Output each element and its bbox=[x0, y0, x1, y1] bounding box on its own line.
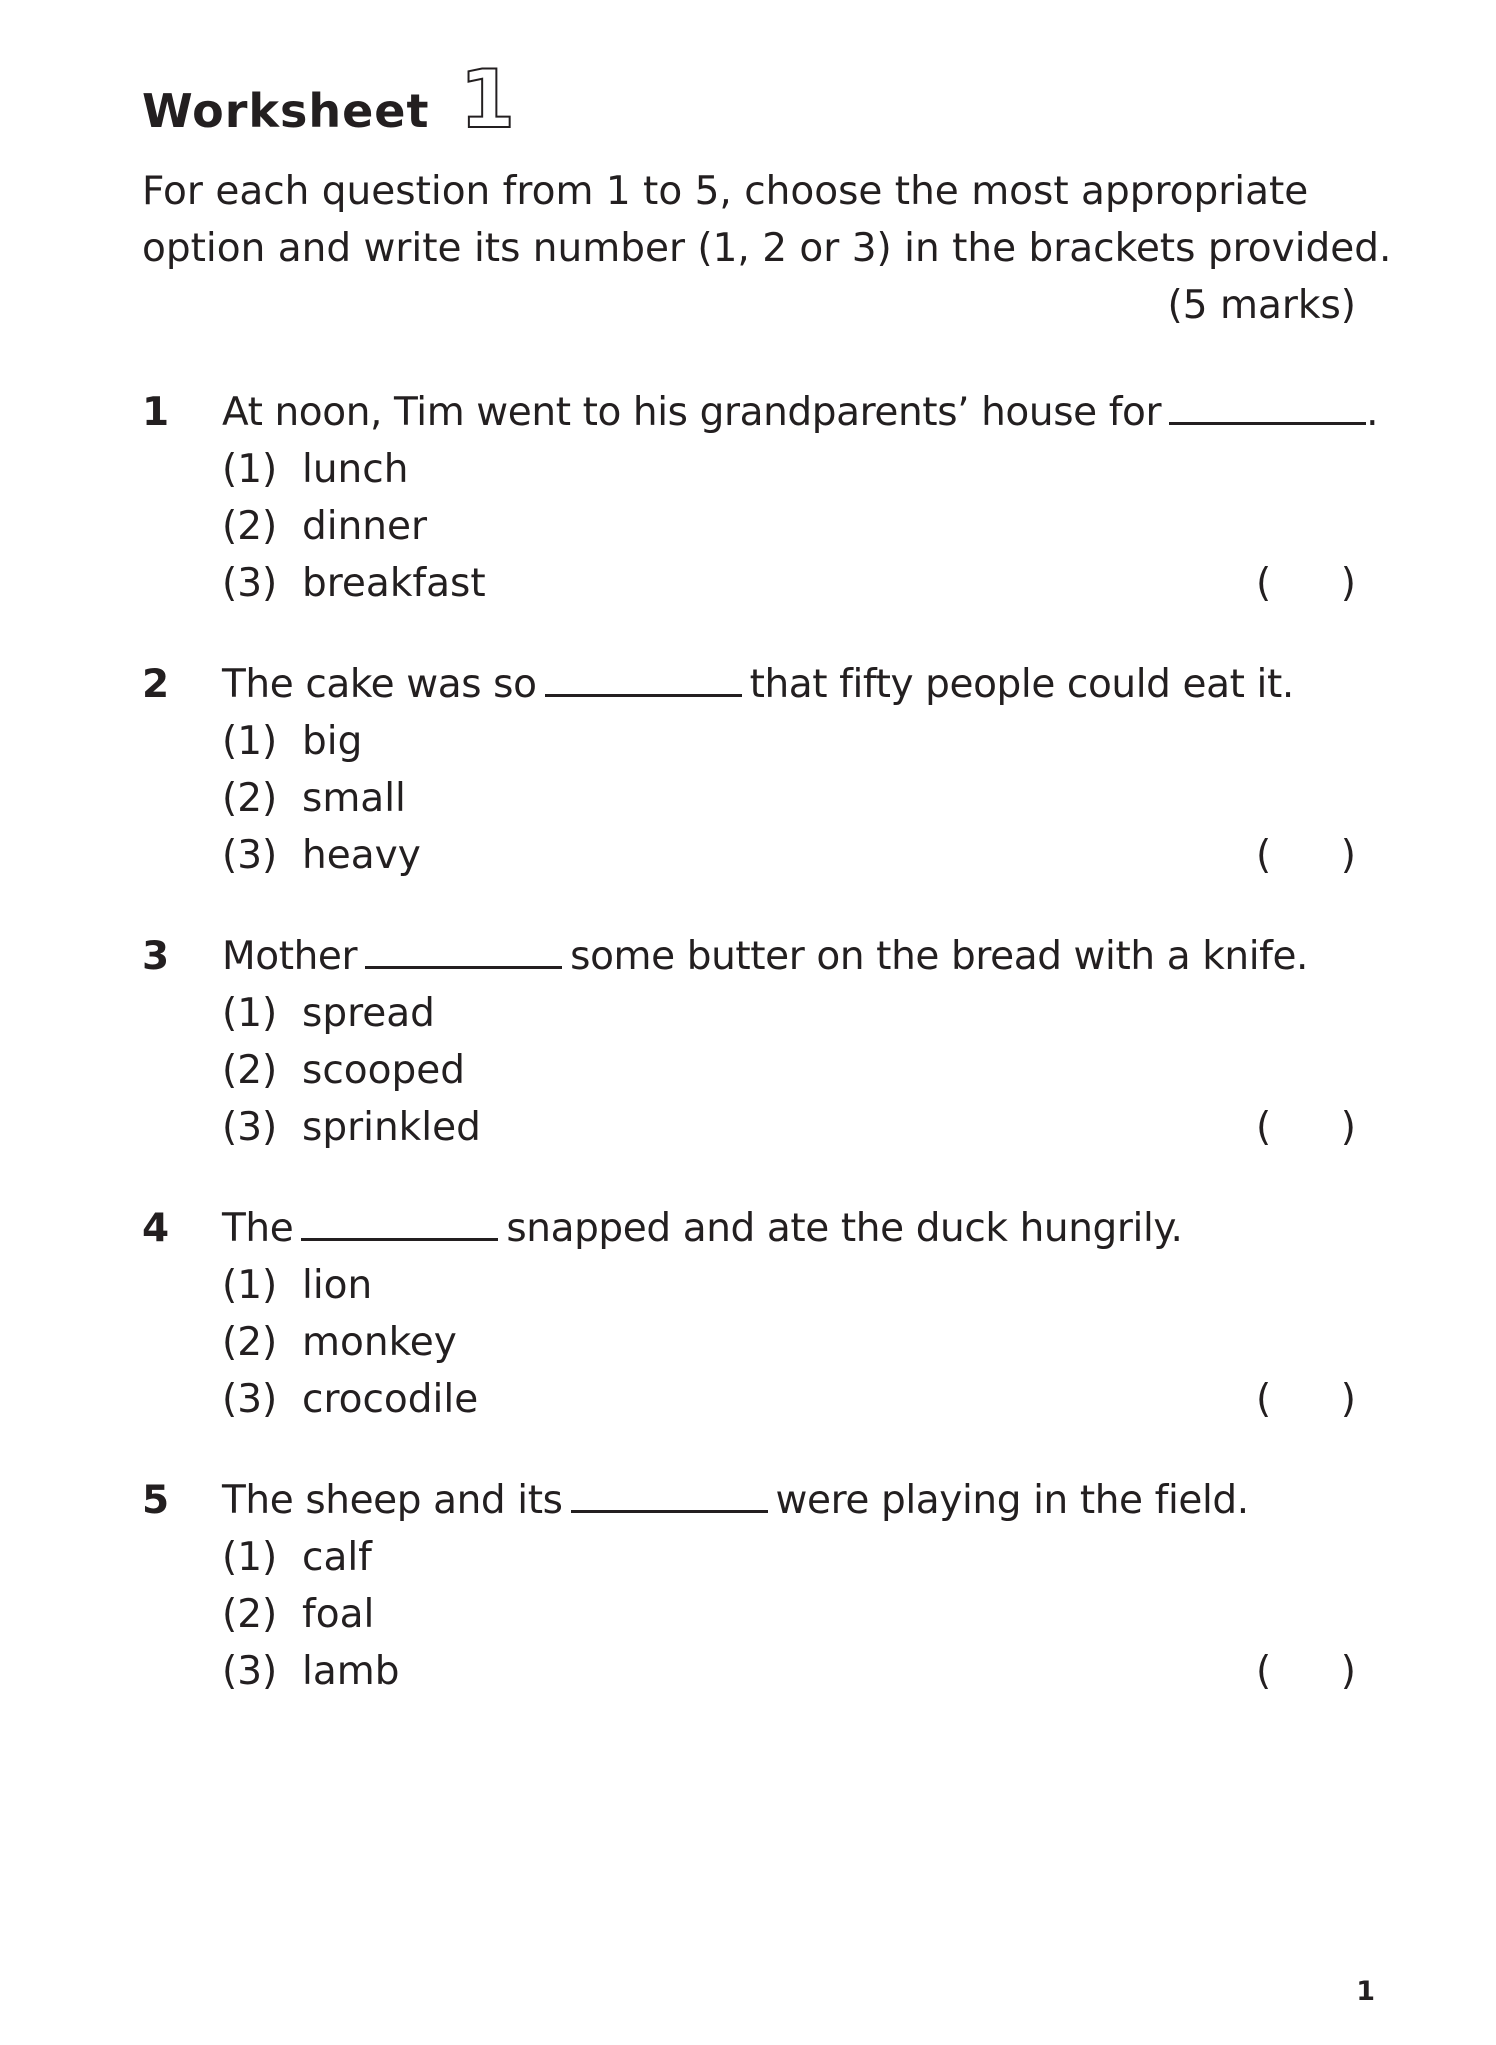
question-number: 1 bbox=[142, 390, 170, 435]
option-text: heavy bbox=[302, 833, 421, 878]
option-number: (1) bbox=[222, 1535, 278, 1580]
option-text: foal bbox=[302, 1592, 375, 1637]
option-number: (3) bbox=[222, 1105, 278, 1150]
bracket-open: ( bbox=[1256, 561, 1272, 606]
bracket-close: ) bbox=[1340, 561, 1356, 606]
bracket-close: ) bbox=[1340, 1649, 1356, 1694]
option-number: (2) bbox=[222, 1048, 278, 1093]
answer-blank bbox=[301, 1204, 498, 1241]
answer-brackets[interactable] bbox=[1256, 827, 1356, 884]
option-number: (3) bbox=[222, 1649, 278, 1694]
bracket-open: ( bbox=[1256, 1377, 1272, 1422]
answer-blank bbox=[365, 932, 562, 969]
option-2 bbox=[222, 1586, 374, 1643]
option-text: lamb bbox=[302, 1649, 400, 1694]
option-text: dinner bbox=[302, 504, 428, 549]
answer-blank bbox=[571, 1476, 768, 1513]
option-text: sprinkled bbox=[302, 1105, 481, 1150]
stem-before: The cake was so bbox=[222, 662, 537, 707]
option-number: (2) bbox=[222, 776, 278, 821]
option-text: scooped bbox=[302, 1048, 465, 1093]
question-5 bbox=[142, 1472, 1356, 1702]
option-text: lunch bbox=[302, 447, 409, 492]
option-text: spread bbox=[302, 991, 435, 1036]
stem-after: were playing in the field. bbox=[775, 1478, 1249, 1523]
instructions-line-2: option and write its number (1, 2 or 3) in the brackets provided. bbox=[142, 226, 1392, 271]
option-text: crocodile bbox=[302, 1377, 479, 1422]
question-2 bbox=[142, 656, 1356, 886]
question-stem bbox=[222, 1472, 1249, 1529]
answer-brackets[interactable] bbox=[1256, 1643, 1356, 1700]
worksheet-title-word: Worksheet bbox=[142, 84, 430, 138]
bracket-open: ( bbox=[1256, 1105, 1272, 1150]
option-2 bbox=[222, 498, 427, 555]
question-stem bbox=[222, 1200, 1183, 1257]
option-3 bbox=[222, 1643, 399, 1700]
stem-after: that fifty people could eat it. bbox=[749, 662, 1294, 707]
option-number: (2) bbox=[222, 1320, 278, 1365]
option-2 bbox=[222, 1042, 465, 1099]
option-1 bbox=[222, 985, 435, 1042]
bracket-close: ) bbox=[1340, 833, 1356, 878]
option-3 bbox=[222, 1371, 478, 1428]
option-number: (2) bbox=[222, 1592, 278, 1637]
answer-blank bbox=[545, 660, 742, 697]
question-1 bbox=[142, 384, 1379, 614]
bracket-open: ( bbox=[1256, 1649, 1272, 1694]
stem-before: Mother bbox=[222, 934, 358, 979]
stem-after: some butter on the bread with a knife. bbox=[570, 934, 1309, 979]
option-3 bbox=[222, 1099, 481, 1156]
option-text: big bbox=[302, 719, 363, 764]
question-number: 2 bbox=[142, 662, 170, 707]
option-1 bbox=[222, 441, 408, 498]
question-stem bbox=[222, 928, 1308, 985]
page-title bbox=[142, 53, 516, 146]
question-number: 3 bbox=[142, 934, 170, 979]
option-number: (1) bbox=[222, 447, 278, 492]
answer-brackets[interactable] bbox=[1256, 555, 1356, 612]
option-1 bbox=[222, 713, 362, 770]
bracket-open: ( bbox=[1256, 833, 1272, 878]
option-number: (1) bbox=[222, 1263, 278, 1308]
option-text: lion bbox=[302, 1263, 373, 1308]
option-number: (3) bbox=[222, 561, 278, 606]
answer-brackets[interactable] bbox=[1256, 1371, 1356, 1428]
stem-before: The sheep and its bbox=[222, 1478, 563, 1523]
stem-before: The bbox=[222, 1206, 294, 1251]
question-3 bbox=[142, 928, 1356, 1158]
option-text: breakfast bbox=[302, 561, 486, 606]
answer-blank bbox=[1169, 388, 1366, 425]
option-number: (1) bbox=[222, 991, 278, 1036]
instructions-line-1: For each question from 1 to 5, choose the most appropriate bbox=[142, 169, 1309, 214]
question-number: 4 bbox=[142, 1206, 170, 1251]
option-1 bbox=[222, 1529, 372, 1586]
option-number: (3) bbox=[222, 833, 278, 878]
option-2 bbox=[222, 770, 406, 827]
option-number: (1) bbox=[222, 719, 278, 764]
question-stem bbox=[222, 384, 1378, 441]
stem-after: snapped and ate the duck hungrily. bbox=[506, 1206, 1183, 1251]
option-number: (3) bbox=[222, 1377, 278, 1422]
option-number: (2) bbox=[222, 504, 278, 549]
option-3 bbox=[222, 827, 421, 884]
option-text: small bbox=[302, 776, 406, 821]
question-4 bbox=[142, 1200, 1356, 1430]
stem-after: . bbox=[1366, 390, 1379, 435]
page-number: 1 bbox=[1356, 1976, 1375, 2007]
option-2 bbox=[222, 1314, 457, 1371]
question-number: 5 bbox=[142, 1478, 170, 1523]
answer-brackets[interactable] bbox=[1256, 1099, 1356, 1156]
option-text: monkey bbox=[302, 1320, 457, 1365]
bracket-close: ) bbox=[1340, 1377, 1356, 1422]
option-text: calf bbox=[302, 1535, 372, 1580]
instructions bbox=[142, 163, 1392, 277]
bracket-close: ) bbox=[1340, 1105, 1356, 1150]
total-marks: (5 marks) bbox=[1167, 283, 1356, 328]
stem-before: At noon, Tim went to his grandparents’ house for bbox=[222, 390, 1162, 435]
question-stem bbox=[222, 656, 1294, 713]
option-1 bbox=[222, 1257, 372, 1314]
option-3 bbox=[222, 555, 486, 612]
worksheet-number: 1 bbox=[459, 53, 516, 146]
